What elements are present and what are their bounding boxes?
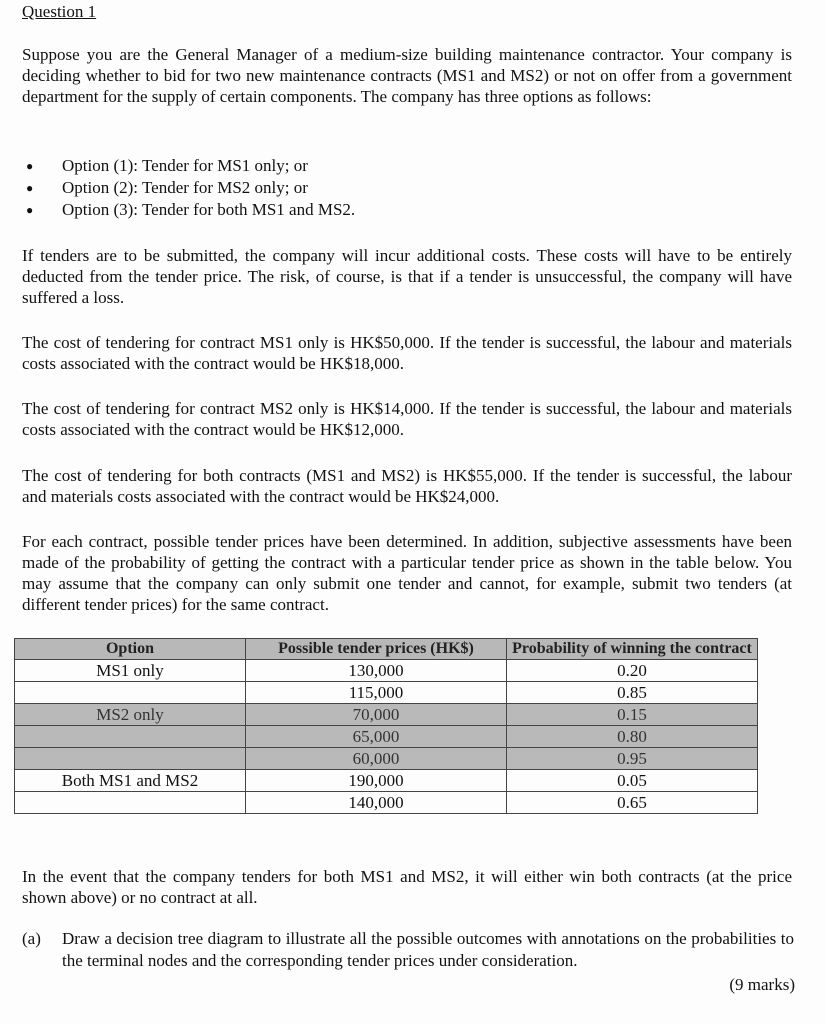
- probability-cell: 0.85: [507, 682, 758, 704]
- costs-paragraph: If tenders are to be submitted, the company will incur additional costs. These costs will have to be entirely deducted from the tender price. The risk, of course, is that if a tender is unsuccessful, the company will have suffered a loss.: [22, 246, 792, 307]
- probability-cell: 0.65: [507, 792, 758, 814]
- table-row: [15, 726, 758, 748]
- tender-table: [14, 638, 758, 814]
- part-a-label: (a): [22, 929, 41, 948]
- marks-label: (9 marks): [729, 975, 795, 994]
- intro-paragraph: Suppose you are the General Manager of a medium-size building maintenance contractor. Your company is deciding whether to bid for two new maintenance contracts (MS1 and MS2) or not on offer from a government department for the supply of certain components. The company has three options as follows:: [22, 45, 792, 106]
- price-cell: 65,000: [246, 726, 507, 748]
- list-item: ● Option (1): Tender for MS1 only; or: [22, 155, 792, 177]
- probability-cell: 0.20: [507, 660, 758, 682]
- option-cell: Both MS1 and MS2: [15, 770, 246, 792]
- probability-cell: 0.15: [507, 704, 758, 726]
- price-cell: 190,000: [246, 770, 507, 792]
- table-row: [15, 748, 758, 770]
- table-intro-paragraph: For each contract, possible tender prices have been determined. In addition, subjective assessments have been made of the probability of getting the contract with a particular tender price as shown in the table below. You may assume that the company can only submit one tender and cannot, for example, submit two tenders (at different tender prices) for the same contract.: [22, 532, 792, 614]
- option-cell: [15, 792, 246, 814]
- list-item: ● Option (2): Tender for MS2 only; or: [22, 177, 792, 199]
- price-cell: 115,000: [246, 682, 507, 704]
- column-header-option: Option: [15, 639, 246, 660]
- ms2-cost-paragraph: The cost of tendering for contract MS2 only is HK$14,000. If the tender is successful, the labour and materials costs associated with the contract would be HK$12,000.: [22, 399, 792, 439]
- bullet-icon: ●: [26, 159, 34, 173]
- probability-cell: 0.95: [507, 748, 758, 770]
- bullet-icon: ●: [26, 203, 34, 217]
- table-header-row: [15, 639, 758, 660]
- options-list: [22, 155, 792, 221]
- option-cell: [15, 682, 246, 704]
- list-item: ● Option (3): Tender for both MS1 and MS2.: [22, 199, 792, 221]
- ms1-cost-paragraph: The cost of tendering for contract MS1 only is HK$50,000. If the tender is successful, the labour and materials costs associated with the contract would be HK$18,000.: [22, 333, 792, 373]
- price-cell: 60,000: [246, 748, 507, 770]
- table-row: [15, 660, 758, 682]
- bullet-icon: ●: [26, 181, 34, 195]
- part-a: [22, 928, 794, 972]
- table-row: [15, 770, 758, 792]
- part-a-text: Draw a decision tree diagram to illustrate all the possible outcomes with annotations on the probabilities to the terminal nodes and the corresponding tender prices under consideration.: [62, 929, 794, 970]
- price-cell: 70,000: [246, 704, 507, 726]
- option-cell: MS1 only: [15, 660, 246, 682]
- price-cell: 130,000: [246, 660, 507, 682]
- table-row: [15, 704, 758, 726]
- option-cell: [15, 748, 246, 770]
- option-cell: MS2 only: [15, 704, 246, 726]
- column-header-probability: Probability of winning the contract: [507, 639, 758, 660]
- both-cost-paragraph: The cost of tendering for both contracts (MS1 and MS2) is HK$55,000. If the tender is successful, the labour and materials costs associated with the contract would be HK$24,000.: [22, 466, 792, 506]
- price-cell: 140,000: [246, 792, 507, 814]
- probability-cell: 0.80: [507, 726, 758, 748]
- question-title: Question 1: [22, 2, 97, 21]
- table-row: [15, 682, 758, 704]
- event-paragraph: In the event that the company tenders for both MS1 and MS2, it will either win both contracts (at the price shown above) or no contract at all.: [22, 867, 792, 907]
- table-row: [15, 792, 758, 814]
- probability-cell: 0.05: [507, 770, 758, 792]
- option-cell: [15, 726, 246, 748]
- column-header-price: Possible tender prices (HK$): [246, 639, 507, 660]
